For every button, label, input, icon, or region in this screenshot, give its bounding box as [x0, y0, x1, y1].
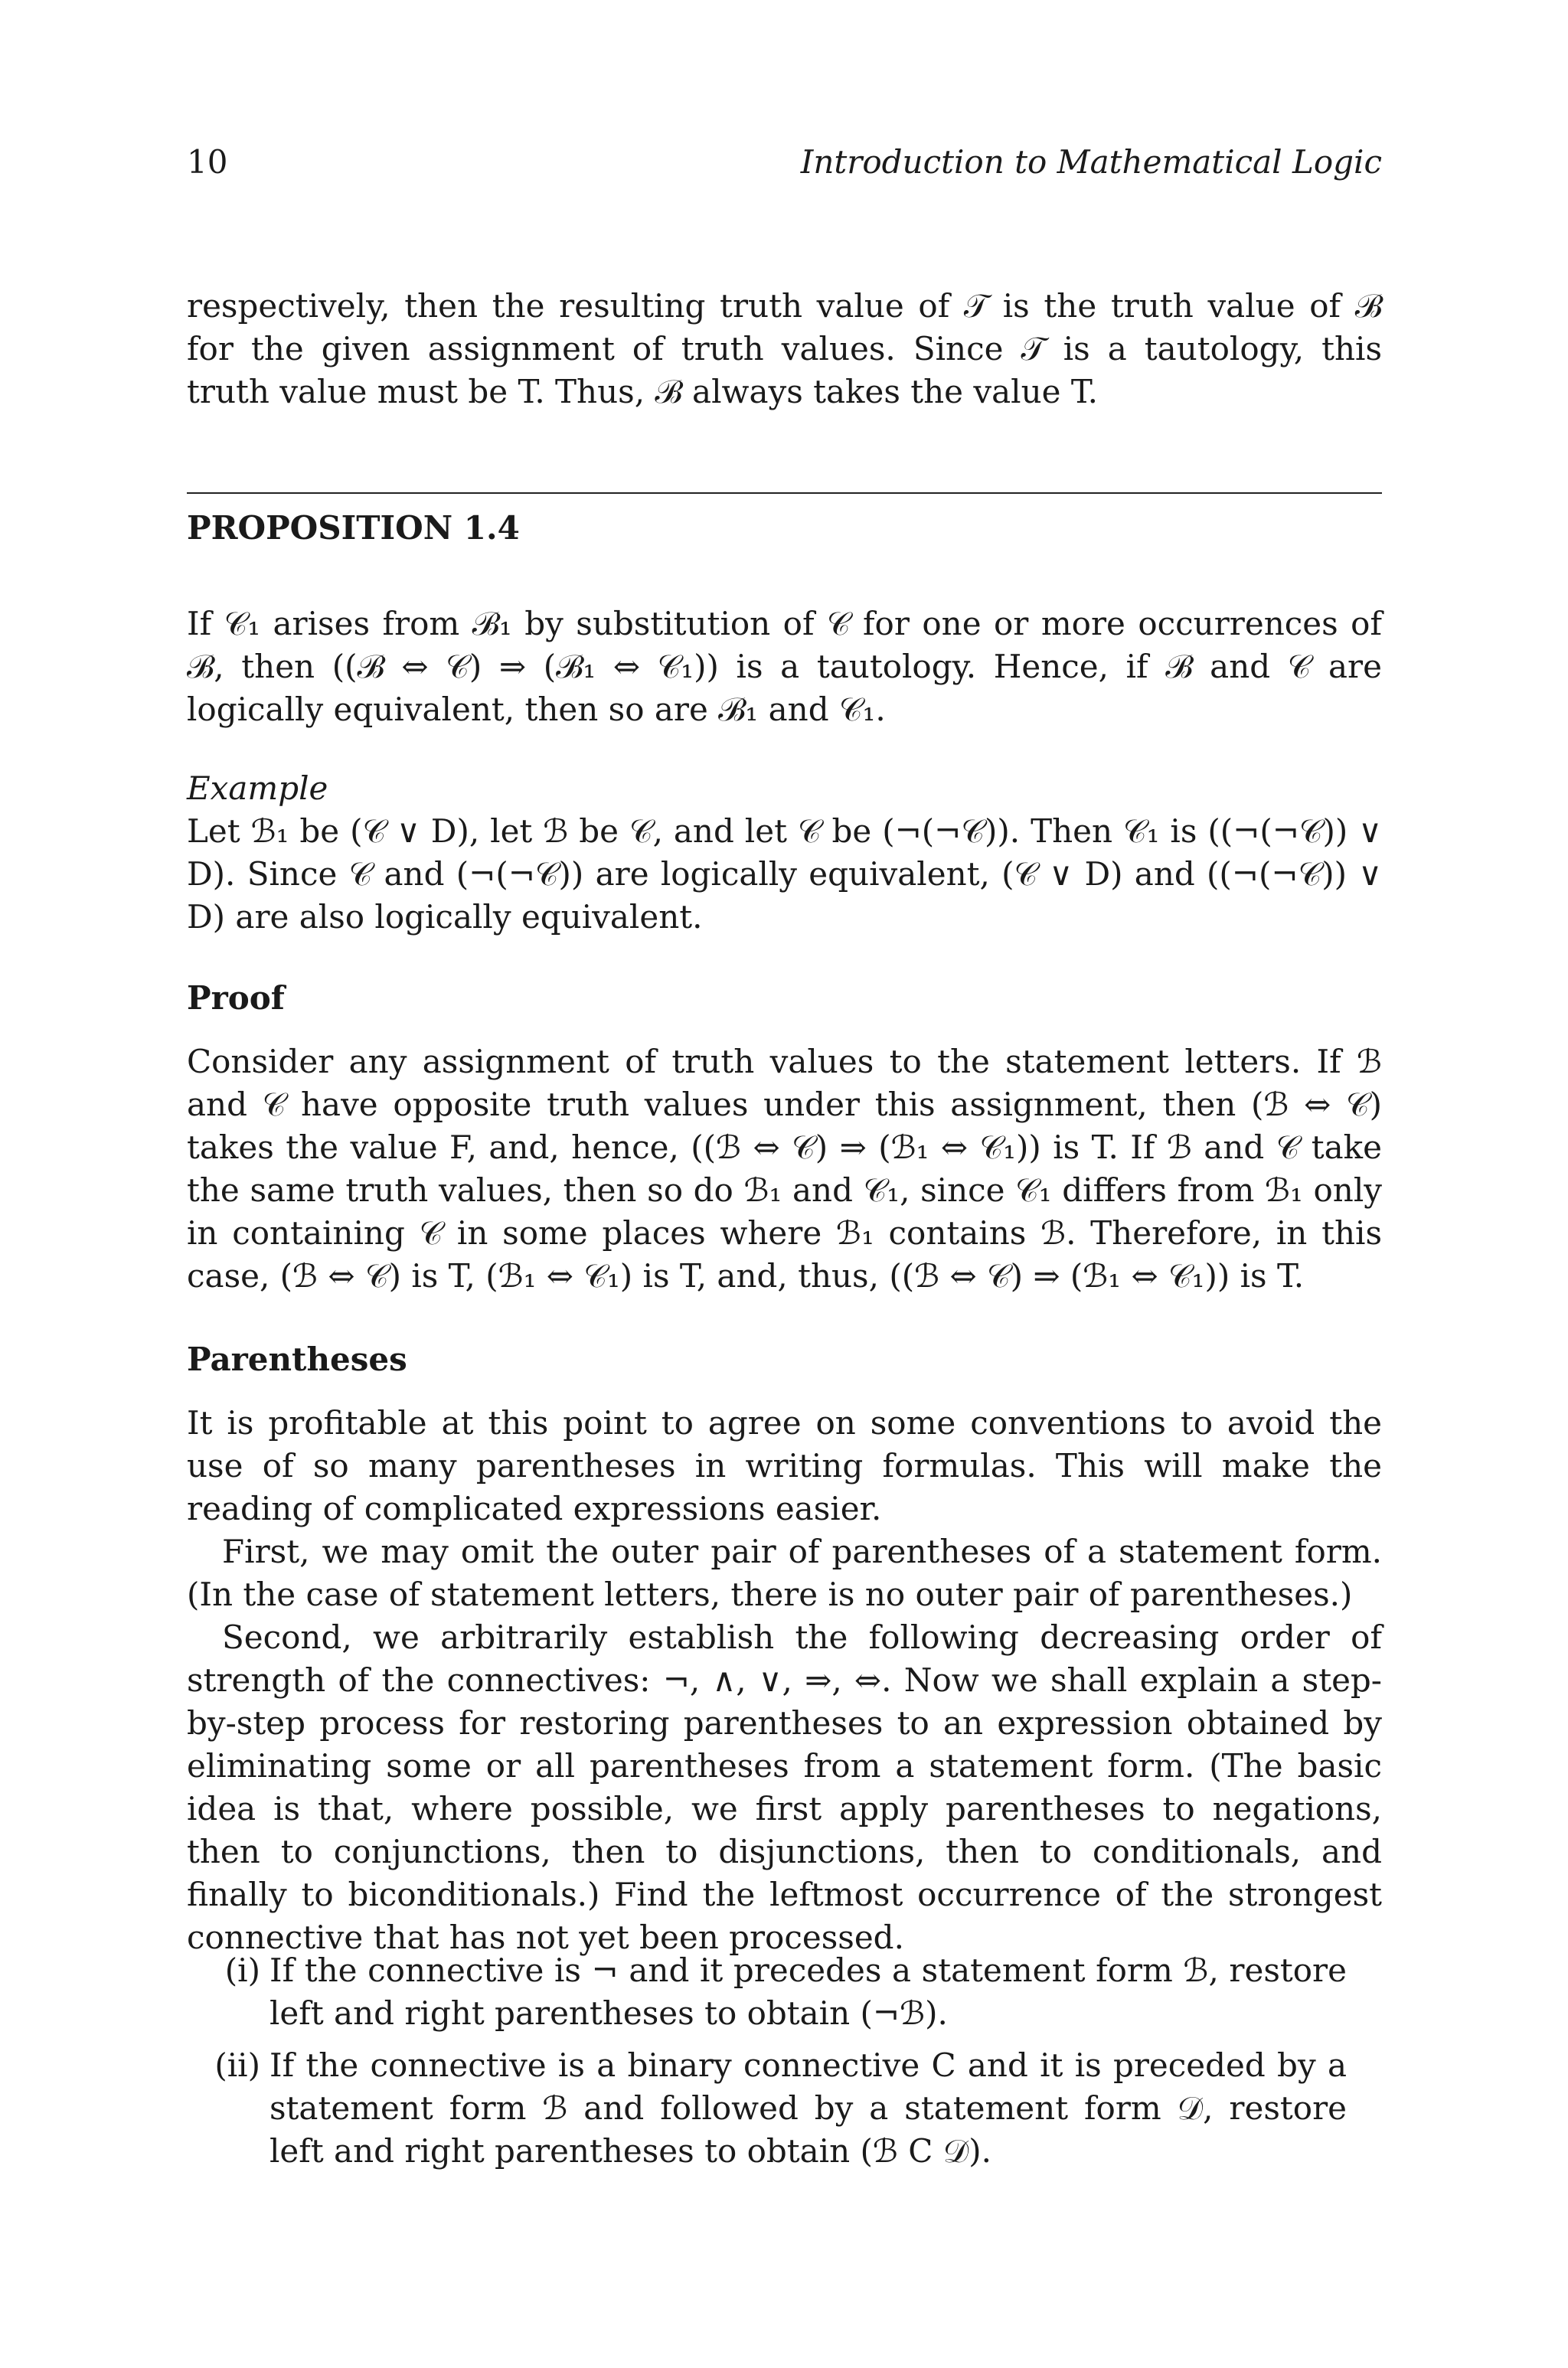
list-item-marker: (i) — [224, 1952, 260, 1989]
example-label: Example — [187, 769, 328, 807]
parentheses-heading: Parentheses — [187, 1341, 407, 1378]
list-item-marker: (ii) — [214, 2046, 260, 2084]
proof-heading: Proof — [187, 979, 285, 1017]
book-page — [187, 0, 1382, 2368]
example-block — [187, 810, 1382, 939]
page-number: 10 — [187, 143, 228, 181]
parentheses-paragraph: Second, we arbitrarily establish the following decreasing order of strength of the connectives: ¬, ∧, ∨, ⇒, ⇔. Now we shall explain a step-by-step process for restoring parentheses to an expression obtained by eliminating some or all parentheses from a statement form. (The basic idea is that, where possible, we first apply parentheses to negations, then to conjunctions, then to disjunctions, then to conditionals, and finally to biconditionals.) Find the leftmost occurrence of the strongest connective that has not yet been processed. — [187, 1618, 1382, 1956]
proof-text: Consider any assignment of truth values to the statement letters. If ℬ and 𝒞 have opposite truth values under this assignment, then (ℬ ⇔ 𝒞) takes the value F, and, hence, ((ℬ ⇔ 𝒞) ⇒ (ℬ₁ ⇔ 𝒞₁)) is T. If ℬ and 𝒞 take the same truth values, then so do ℬ₁ and 𝒞₁, since 𝒞₁ differs from ℬ₁ only in containing 𝒞 in some places where ℬ₁ contains ℬ. Therefore, in this case, (ℬ ⇔ 𝒞) is T, (ℬ₁ ⇔ 𝒞₁) is T, and, thus, ((ℬ ⇔ 𝒞) ⇒ (ℬ₁ ⇔ 𝒞₁)) is T. — [187, 1043, 1382, 1295]
parentheses-paragraph: It is profitable at this point to agree on some conventions to avoid the use of so many parentheses in writing formulas. This will make the reading of complicated expressions easier. — [187, 1404, 1382, 1527]
list-item — [187, 1949, 1347, 2035]
procedure-list-continued — [187, 2044, 1347, 2173]
proposition-statement — [187, 603, 1382, 731]
example-text: Let ℬ₁ be (𝒞 ∨ D), let ℬ be 𝒞, and let 𝒞 be (¬(¬𝒞)). Then 𝒞₁ is ((¬(¬𝒞)) ∨ D). Since 𝒞 and (¬(¬𝒞)) are logically equivalent, (𝒞 ∨ D) and ((¬(¬𝒞)) ∨ D) are also logically equivalent. — [187, 812, 1382, 936]
procedure-list — [187, 1949, 1347, 2035]
running-head — [187, 139, 1382, 185]
list-item — [187, 2044, 1347, 2173]
list-item-text: If the connective is ¬ and it precedes a statement form ℬ, restore left and right parentheses to obtain (¬ℬ). — [270, 1952, 1347, 2032]
intro-paragraph-text: respectively, then the resulting truth value of 𝒯 is the truth value of ℬ for the given assignment of truth values. Since 𝒯 is a tautology, this truth value must be T. Thus, ℬ always takes the value T. — [187, 287, 1382, 410]
parentheses-section — [187, 1402, 1382, 1959]
book-title: Introduction to Mathematical Logic — [800, 143, 1382, 181]
list-item-text: If the connective is a binary connective C and it is preceded by a statement form ℬ and followed by a statement form 𝒟, restore left and right parentheses to obtain (ℬ C 𝒟). — [270, 2046, 1347, 2170]
intro-paragraph — [187, 285, 1382, 413]
proof-block — [187, 1040, 1382, 1298]
proposition-heading: PROPOSITION 1.4 — [187, 509, 520, 547]
parentheses-paragraph: First, we may omit the outer pair of parentheses of a statement form. (In the case of statement letters, there is no outer pair of parentheses.) — [187, 1533, 1382, 1613]
proposition-rule — [187, 492, 1382, 494]
proposition-text: If 𝒞₁ arises from ℬ₁ by substitution of 𝒞 for one or more occurrences of ℬ, then ((ℬ ⇔ 𝒞) ⇒ (ℬ₁ ⇔ 𝒞₁)) is a tautology. Hence, if ℬ and 𝒞 are logically equivalent, then so are ℬ₁ and 𝒞₁. — [187, 605, 1382, 728]
